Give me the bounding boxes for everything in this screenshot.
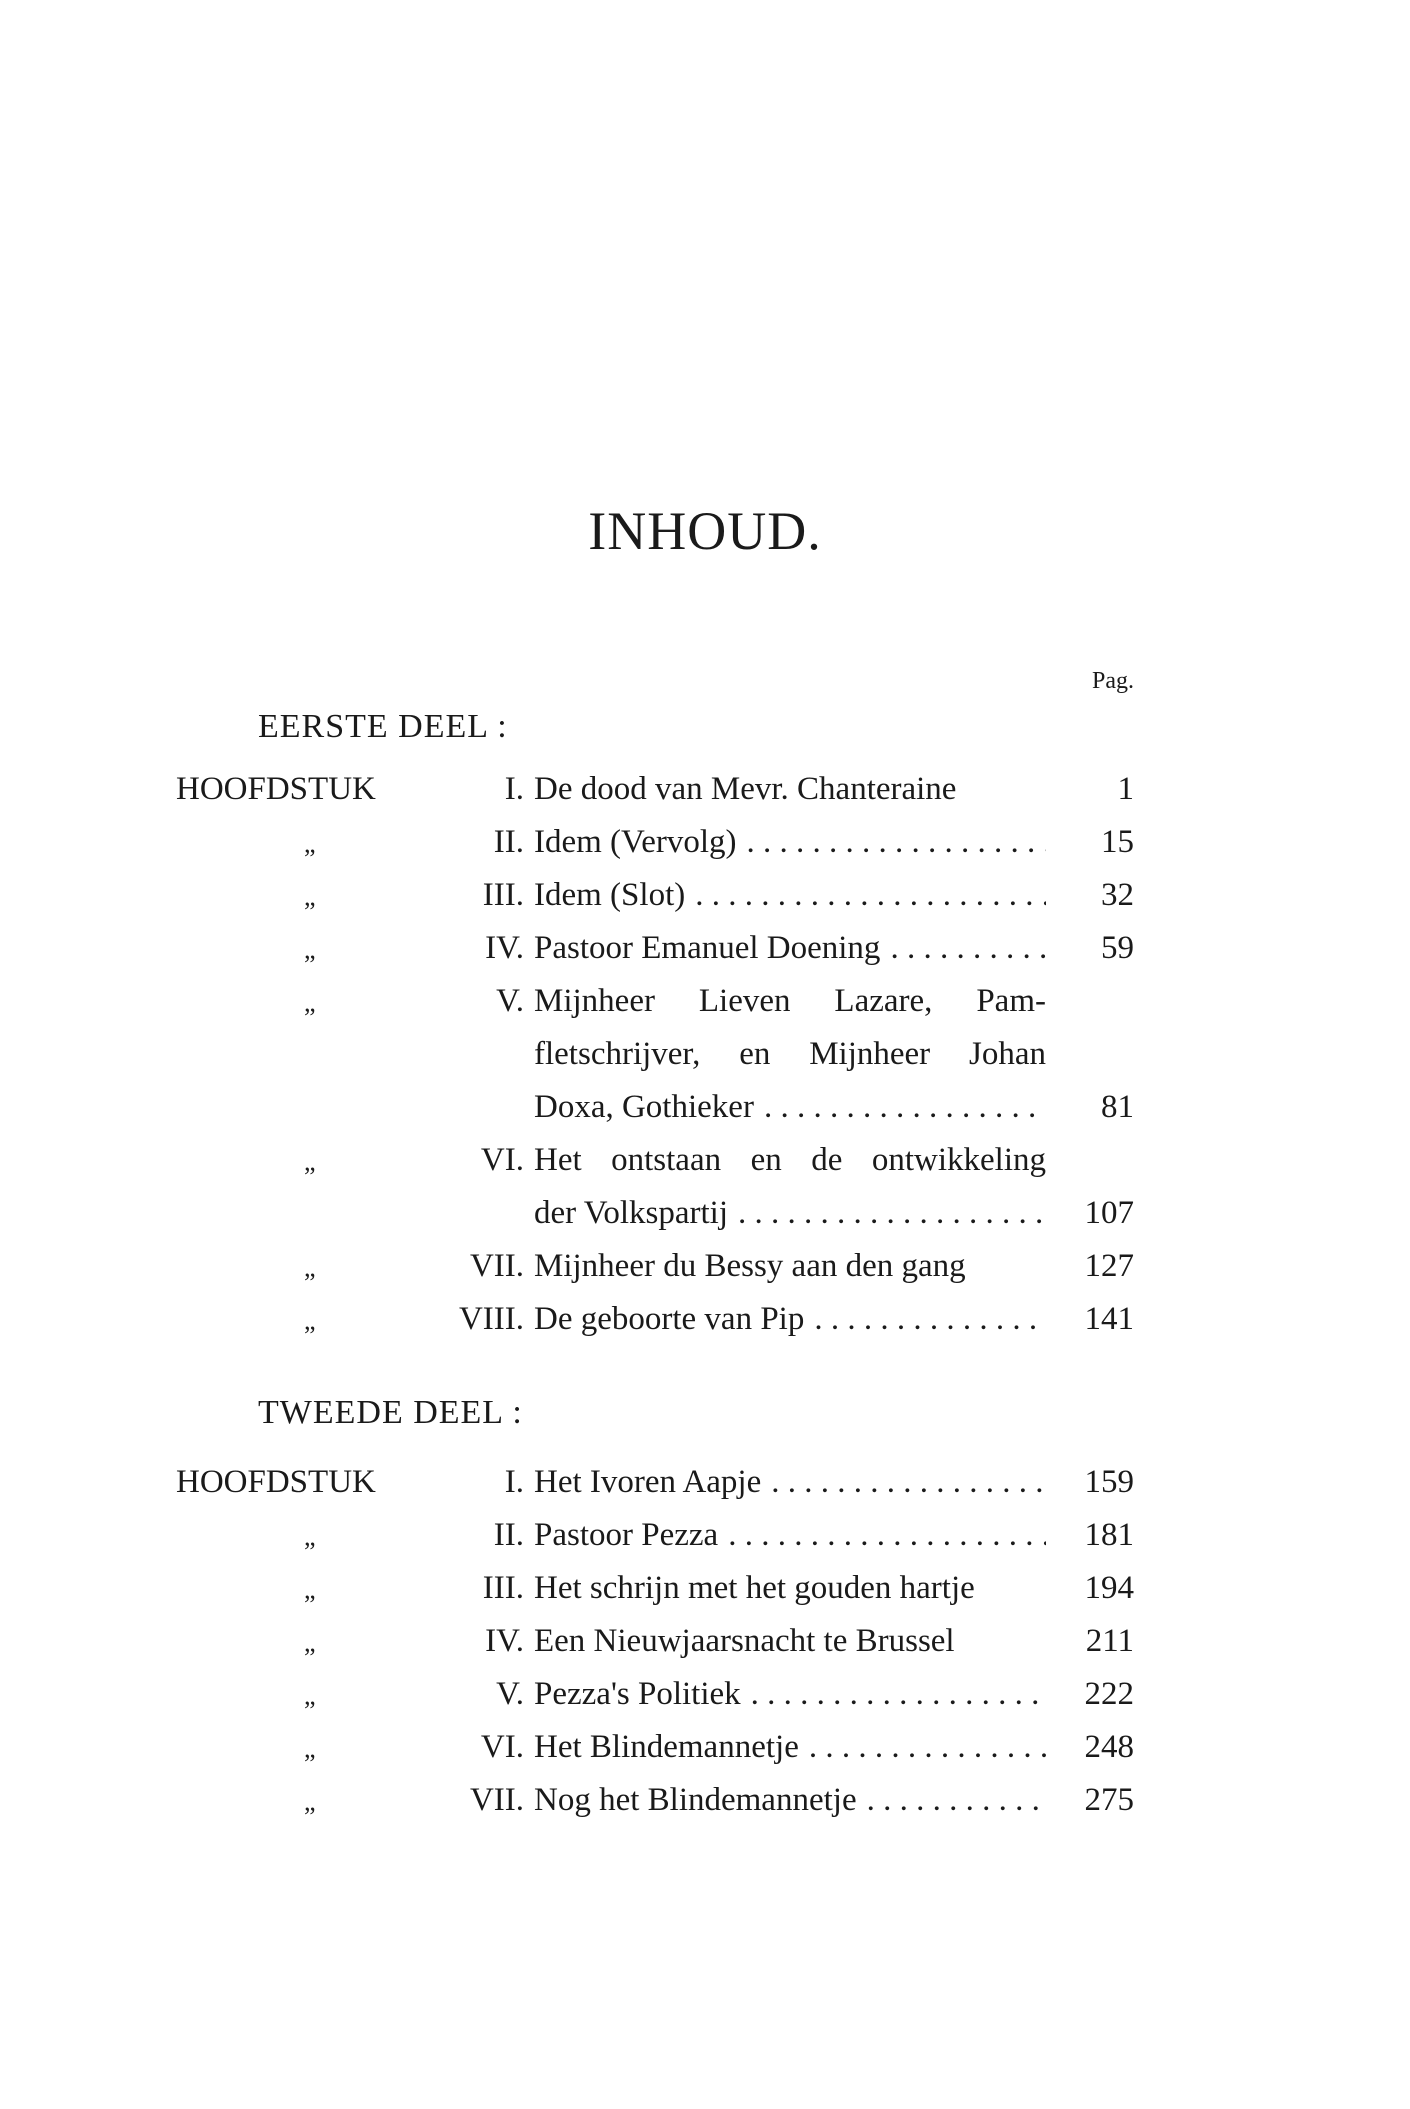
dot-leader: [695, 869, 1046, 922]
chapter-title-area: [534, 975, 1046, 1028]
chapter-number: VI.: [480, 1729, 524, 1765]
chapter-number: V.: [496, 983, 524, 1019]
chapter-number: II.: [493, 824, 524, 860]
ditto-mark: „: [304, 1575, 316, 1604]
ditto-mark: „: [304, 935, 316, 964]
chapter-title: Het Ivoren Aapje: [534, 1464, 762, 1500]
chapter-number: VI.: [480, 1142, 524, 1178]
page-number: 141: [1084, 1301, 1134, 1337]
chapter-number: II.: [493, 1517, 524, 1553]
chapter-title: Het Blindemannetje: [534, 1729, 799, 1765]
chapter-title-area: [534, 1509, 1046, 1562]
chapter-title: fletschrijver, en Mijnheer Johan: [534, 1036, 1046, 1072]
toc-entry-line: [176, 869, 1134, 922]
page-column-label: Pag.: [1092, 668, 1134, 694]
chapter-title: Pastoor Pezza: [534, 1517, 719, 1553]
chapter-title: Pastoor Emanuel Doening: [534, 930, 881, 966]
chapter-number: III.: [482, 1570, 524, 1606]
toc-entry-line: [176, 1028, 1134, 1081]
chapter-title-area: [534, 1187, 1046, 1240]
toc-entry-line: [176, 975, 1134, 1028]
chapter-prefix: [176, 1615, 406, 1669]
toc-entry-line: [176, 1509, 1134, 1562]
chapter-prefix: [176, 922, 406, 976]
chapter-word: HOOFDSTUK: [176, 1464, 376, 1500]
page-number: 127: [1084, 1248, 1134, 1284]
toc-entry-line: [176, 816, 1134, 869]
chapter-prefix: [176, 1293, 406, 1347]
part-heading-2: TWEEDE DEEL :: [258, 1394, 523, 1431]
chapter-title: Een Nieuwjaarsnacht te Brussel: [534, 1623, 955, 1659]
chapter-title: Idem (Slot): [534, 877, 686, 913]
toc-entry-line: [176, 1187, 1134, 1240]
chapter-prefix: [176, 1774, 406, 1828]
ditto-mark: „: [304, 829, 316, 858]
ditto-mark: „: [304, 988, 316, 1017]
page-title: INHOUD.: [588, 501, 822, 561]
ditto-mark: „: [304, 1147, 316, 1176]
chapter-title-area: [534, 1615, 1046, 1668]
page-number: 32: [1101, 877, 1134, 913]
chapter-prefix: [176, 869, 406, 923]
page-number: 59: [1101, 930, 1134, 966]
chapter-title-area: [534, 1774, 1046, 1827]
chapter-title-area: [534, 1668, 1046, 1721]
chapter-title: De geboorte van Pip: [534, 1301, 805, 1337]
chapter-title-area: [534, 1134, 1046, 1187]
chapter-title: Het ontstaan en de ontwikkeling: [534, 1142, 1046, 1178]
dot-leader: [747, 816, 1046, 869]
ditto-mark: „: [304, 1734, 316, 1763]
toc-entry-line: [176, 1134, 1134, 1187]
dot-leader: [890, 922, 1046, 975]
chapter-prefix: [176, 1240, 406, 1294]
toc-entry-line: [176, 1668, 1134, 1721]
dot-leader: [771, 1456, 1046, 1509]
page-number: 181: [1084, 1517, 1134, 1553]
dot-leader: [764, 1081, 1046, 1134]
ditto-mark: „: [304, 1306, 316, 1335]
chapter-prefix: [176, 1134, 406, 1188]
dot-leader: [738, 1187, 1046, 1240]
dot-leader: [751, 1668, 1046, 1721]
chapter-title-area: [534, 1721, 1046, 1774]
toc-list-part-1: [176, 763, 1134, 1346]
page-number: 81: [1101, 1089, 1134, 1125]
toc-entry-line: [176, 1774, 1134, 1827]
chapter-title: Mijnheer Lieven Lazare, Pam-: [534, 983, 1046, 1019]
chapter-number: IV.: [485, 1623, 524, 1659]
ditto-mark: „: [304, 1253, 316, 1282]
chapter-title-area: [534, 816, 1046, 869]
chapter-title: der Volkspartij: [534, 1195, 729, 1231]
page-number: 194: [1084, 1570, 1134, 1606]
chapter-number: IV.: [485, 930, 524, 966]
ditto-mark: „: [304, 1787, 316, 1816]
chapter-title-area: [534, 922, 1046, 975]
dot-leader: [728, 1509, 1046, 1562]
toc-entry-line: [176, 763, 1134, 816]
chapter-number: VII.: [469, 1782, 524, 1818]
chapter-title: Nog het Blindemannetje: [534, 1782, 857, 1818]
chapter-title-area: [534, 1456, 1046, 1509]
ditto-mark: „: [304, 882, 316, 911]
toc-entry-line: [176, 922, 1134, 975]
dot-leader: [814, 1293, 1046, 1346]
page-number: 159: [1084, 1464, 1134, 1500]
chapter-prefix: [176, 1721, 406, 1775]
page-number: 248: [1084, 1729, 1134, 1765]
chapter-number: VIII.: [458, 1301, 524, 1337]
chapter-number: I.: [504, 771, 524, 807]
dot-leader: [867, 1774, 1046, 1827]
page-number: 1: [1117, 771, 1134, 807]
ditto-mark: „: [304, 1522, 316, 1551]
chapter-prefix: [176, 1562, 406, 1616]
chapter-prefix: [176, 975, 406, 1029]
toc-entry-line: [176, 1240, 1134, 1293]
chapter-title-area: [534, 763, 1046, 816]
chapter-title-area: [534, 1293, 1046, 1346]
chapter-word: HOOFDSTUK: [176, 771, 376, 807]
page-number: 107: [1084, 1195, 1134, 1231]
chapter-number: VII.: [469, 1248, 524, 1284]
chapter-number: III.: [482, 877, 524, 913]
toc-entry-line: [176, 1615, 1134, 1668]
page-number: 222: [1084, 1676, 1134, 1712]
chapter-title-area: [534, 1028, 1046, 1081]
chapter-title-area: [534, 1081, 1046, 1134]
chapter-title-area: [534, 1240, 1046, 1293]
dot-leader: [809, 1721, 1046, 1774]
chapter-title-area: [534, 1562, 1046, 1615]
chapter-title: Idem (Vervolg): [534, 824, 737, 860]
page-number: 211: [1085, 1623, 1134, 1659]
toc-entry-line: [176, 1562, 1134, 1615]
chapter-number: I.: [504, 1464, 524, 1500]
part-heading-1: EERSTE DEEL :: [258, 708, 508, 745]
chapter-prefix: [176, 1668, 406, 1722]
toc-list-part-2: [176, 1456, 1134, 1827]
chapter-title-area: [534, 869, 1046, 922]
chapter-prefix: [176, 816, 406, 870]
chapter-number: V.: [496, 1676, 524, 1712]
toc-entry-line: [176, 1081, 1134, 1134]
page-number: 15: [1101, 824, 1134, 860]
toc-entry-line: [176, 1456, 1134, 1509]
page-number: 275: [1084, 1782, 1134, 1818]
toc-entry-line: [176, 1293, 1134, 1346]
ditto-mark: „: [304, 1681, 316, 1710]
chapter-title: Doxa, Gothieker: [534, 1089, 754, 1125]
chapter-title: Mijnheer du Bessy aan den gang: [534, 1248, 966, 1284]
chapter-title: De dood van Mevr. Chanteraine: [534, 771, 957, 807]
chapter-title: Pezza's Politiek: [534, 1676, 741, 1712]
ditto-mark: „: [304, 1628, 316, 1657]
chapter-prefix: [176, 1509, 406, 1563]
chapter-title: Het schrijn met het gouden hartje: [534, 1570, 975, 1606]
toc-entry-line: [176, 1721, 1134, 1774]
